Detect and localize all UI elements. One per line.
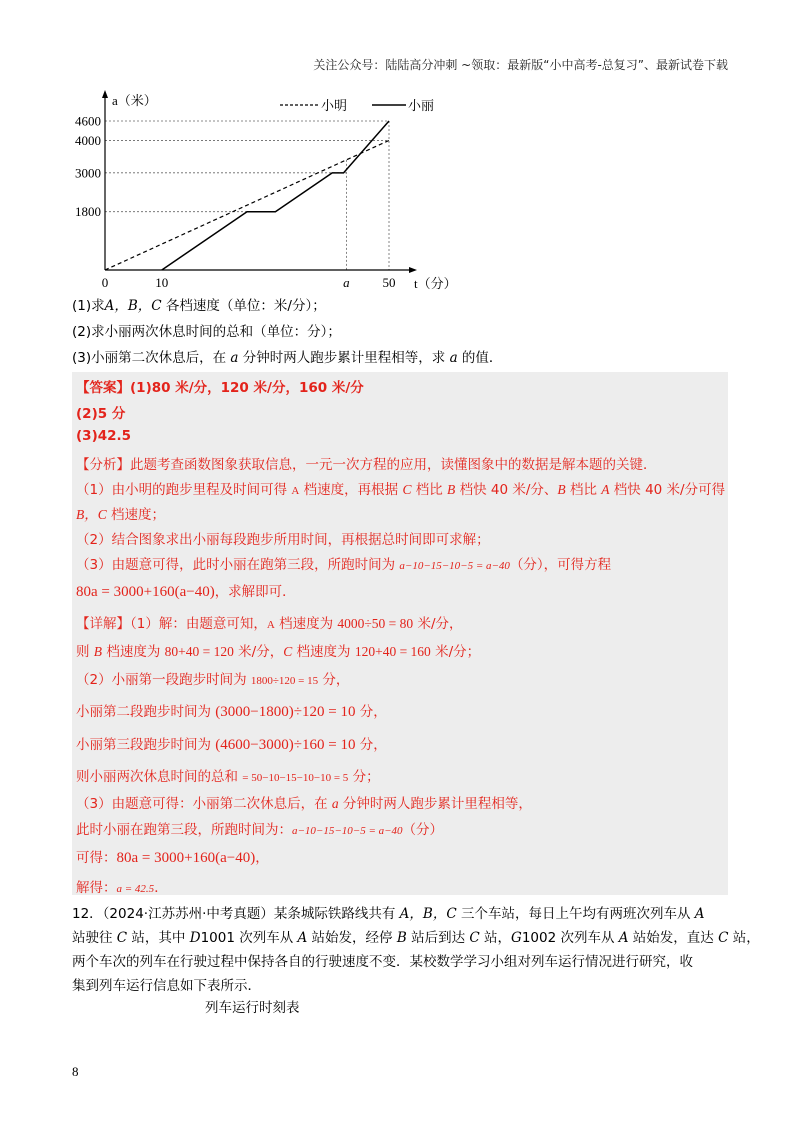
table-caption: 列车运行时刻表 [205,1000,300,1016]
detail-line-1: 【详解】（1）解：由题意可知，A 档速度为 4000÷50 = 80 米/分， [76,616,463,632]
question-1: (1)求A，B，C 各档速度（单位：米/分）； [72,298,326,314]
reference-lines [105,121,389,270]
page-number: 8 [72,1064,79,1079]
problem-12-line-2: 站驶往 C 站，其中 D1001 次列车从 A 站始发，经停 B 站后到达 C 站，G1002 次列车从 A 站始发，直达 C 站， [72,930,760,946]
analysis-step-2: （2）结合图象求出小丽每段跑步所用时间，再根据总时间即可求解； [76,532,490,548]
analysis-line: 【分析】此题考查函数图象获取信息，一元一次方程的应用，读懂图象中的数据是解本题的关键． [76,457,657,473]
analysis-equation: 80a = 3000+160(a−40)，求解即可． [76,584,296,600]
detail-line-3: （2）小丽第一段跑步时间为 1800÷120 = 15 分， [76,672,350,688]
analysis-step-1: （1）由小明的跑步里程及时间可得 A 档速度，再根据 C 档比 B 档快 40 米/分、B 档比 A 档快 40 米/分可得 [76,482,726,498]
detail-line-7: （3）由题意可得：小丽第二次休息后，在 a 分钟时两人跑步累计里程相等， [76,796,532,812]
y-axis-label: a（米） [112,93,157,108]
x-axis-label: t（分） [414,276,457,291]
x-axis-arrow [409,267,417,273]
detail-line-6: 则小丽两次休息时间的总和 = 50−10−15−10−10 = 5 分； [76,769,380,785]
question-3: (3)小丽第二次休息后，在 a 分钟时两人跑步累计里程相等，求 a 的值． [72,350,503,366]
answer-line-3: (3)42.5 [76,428,132,444]
analysis-step-1b: B，C 档速度； [76,507,166,523]
problem-12-line-1: 12．（2024·江苏苏州·中考真题）某条城际铁路线共有 A，B，C 三个车站，每日上午均有两班次列车从 A [72,906,705,922]
y-tick-label-3: 1800 [75,204,101,220]
answer-line-1: 【答案】(1)80 米/分，120 米/分，160 米/分 [76,380,364,396]
series-line-1 [162,121,389,270]
tick-labels [75,114,396,291]
problem-12-line-4: 集到列车运行信息如下表所示． [72,978,261,994]
y-tick-label-0: 4600 [75,113,101,129]
problem-12-line-3: 两个车次的列车在行驶过程中保持各自的行驶速度不变．某校数学学习小组对列车运行情况进行研究，收 [72,954,693,970]
x-tick-label-1: 10 [155,275,169,290]
legend-dashed-label: 小明 [321,99,348,114]
analysis-step-3: （3）由题意可得，此时小丽在跑第三段，所跑时间为 a−10−15−10−5 = a−40（分），可得方程 [76,557,612,573]
page-header: 关注公众号：陆陆高分冲刺 ~领取：最新版“小中高考-总复习”、最新试卷下载 [313,58,728,72]
x-tick-label-0: 0 [101,275,109,290]
detail-line-4: 小丽第二段跑步时间为 (3000−1800)÷120 = 10 分， [76,704,387,720]
question-2: (2)求小丽两次休息时间的总和（单位：分）； [72,324,341,340]
x-tick-label-2: a [343,275,350,290]
y-tick-label-1: 4000 [75,132,101,148]
detail-line-8: 此时小丽在跑第三段，所跑时间为：a−10−15−10−5 = a−40（分） [76,822,444,838]
answer-line-2: (2)5 分 [76,406,126,422]
y-axis-arrow [102,90,108,98]
x-tick-label-3: 50 [382,275,396,290]
detail-line-5: 小丽第三段跑步时间为 (4600−3000)÷160 = 10 分， [76,737,387,753]
legend-solid-label: 小丽 [408,99,435,114]
detail-line-10: 解得：a = 42.5． [76,880,168,896]
distance-time-chart [68,88,468,298]
detail-line-9: 可得：80a = 3000+160(a−40)， [76,850,269,866]
y-tick-label-2: 3000 [75,165,101,181]
series [105,121,389,270]
chart-svg [68,88,468,298]
detail-line-2: 则 B 档速度为 80+40 = 120 米/分，C 档速度为 120+40 = 160 米/分； [76,644,481,660]
answer-box [72,372,728,895]
